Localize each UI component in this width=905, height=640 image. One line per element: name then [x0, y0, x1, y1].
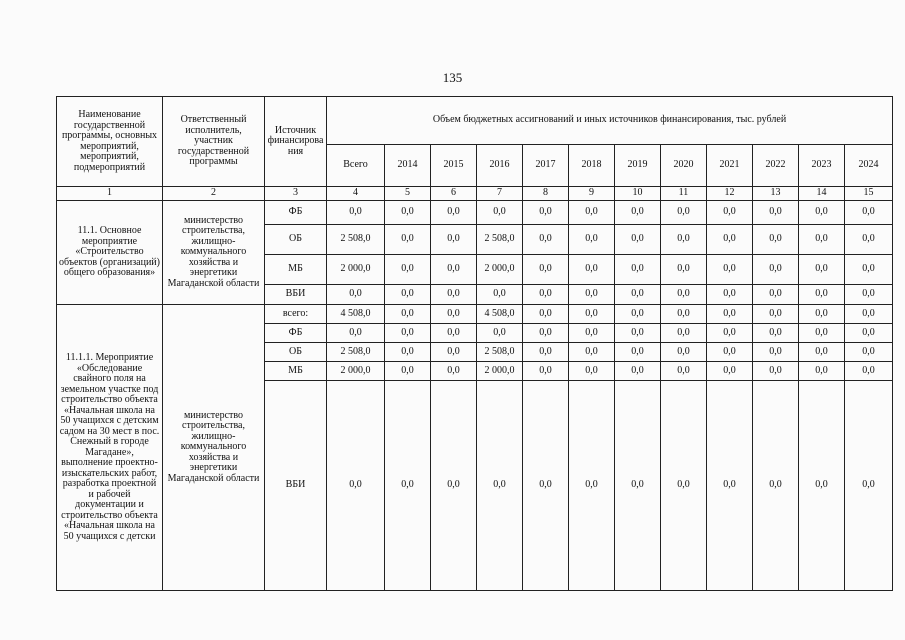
year-value: 0,0 — [431, 255, 477, 285]
budget-table — [56, 96, 893, 591]
year-value: 0,0 — [707, 324, 753, 343]
year-value: 0,0 — [569, 201, 615, 225]
year-value: 0,0 — [431, 201, 477, 225]
year-value: 0,0 — [707, 362, 753, 381]
total-value: 2 000,0 — [327, 362, 385, 381]
header-year: 2016 — [477, 145, 523, 187]
year-value: 0,0 — [707, 201, 753, 225]
column-number: 4 — [327, 187, 385, 201]
column-number: 7 — [477, 187, 523, 201]
year-value: 0,0 — [477, 324, 523, 343]
year-value: 0,0 — [569, 381, 615, 591]
responsible-executor: министерство строительства, жилищно-коммунального хозяйства и энергетики Магаданской области — [163, 305, 265, 591]
table-row — [57, 305, 893, 324]
year-value: 0,0 — [569, 324, 615, 343]
total-value: 0,0 — [327, 285, 385, 305]
year-value: 0,0 — [845, 324, 893, 343]
header-year: 2020 — [661, 145, 707, 187]
year-value: 0,0 — [569, 343, 615, 362]
year-value: 0,0 — [523, 362, 569, 381]
total-value: 2 508,0 — [327, 343, 385, 362]
year-value: 0,0 — [799, 255, 845, 285]
total-value: 0,0 — [327, 381, 385, 591]
year-value: 0,0 — [523, 324, 569, 343]
year-value: 0,0 — [431, 362, 477, 381]
column-number: 1 — [57, 187, 163, 201]
responsible-executor: министерство строительства, жилищно-коммунального хозяйства и энергетики Магаданской области — [163, 201, 265, 305]
year-value: 0,0 — [845, 255, 893, 285]
year-value: 0,0 — [431, 225, 477, 255]
column-number: 5 — [385, 187, 431, 201]
year-value: 0,0 — [615, 285, 661, 305]
year-value: 0,0 — [799, 381, 845, 591]
page-number: 135 — [442, 70, 463, 85]
funding-source: ОБ — [265, 343, 327, 362]
year-value: 0,0 — [661, 255, 707, 285]
year-value: 0,0 — [569, 255, 615, 285]
header-year: 2024 — [845, 145, 893, 187]
year-value: 0,0 — [477, 285, 523, 305]
year-value: 0,0 — [523, 381, 569, 591]
column-number: 13 — [753, 187, 799, 201]
year-value: 0,0 — [385, 305, 431, 324]
year-value: 0,0 — [385, 285, 431, 305]
column-number: 11 — [661, 187, 707, 201]
year-value: 0,0 — [661, 343, 707, 362]
year-value: 0,0 — [799, 343, 845, 362]
total-value: 2 508,0 — [327, 225, 385, 255]
year-value: 0,0 — [477, 381, 523, 591]
year-value: 0,0 — [615, 324, 661, 343]
year-value: 0,0 — [845, 285, 893, 305]
header-responsible-column: Ответственный исполнитель, участник государственной программы — [163, 97, 265, 187]
year-value: 2 508,0 — [477, 225, 523, 255]
header-year: 2014 — [385, 145, 431, 187]
year-value: 0,0 — [523, 343, 569, 362]
year-value: 0,0 — [753, 201, 799, 225]
total-value: 4 508,0 — [327, 305, 385, 324]
year-value: 0,0 — [753, 285, 799, 305]
header-year: 2018 — [569, 145, 615, 187]
column-number: 3 — [265, 187, 327, 201]
year-value: 0,0 — [707, 343, 753, 362]
header-total: Всего — [327, 145, 385, 187]
year-value: 0,0 — [477, 201, 523, 225]
year-value: 0,0 — [385, 324, 431, 343]
column-number: 14 — [799, 187, 845, 201]
year-value: 0,0 — [385, 381, 431, 591]
header-year: 2015 — [431, 145, 477, 187]
year-value: 0,0 — [661, 201, 707, 225]
year-value: 0,0 — [431, 343, 477, 362]
total-value: 2 000,0 — [327, 255, 385, 285]
year-value: 0,0 — [523, 285, 569, 305]
year-value: 0,0 — [753, 362, 799, 381]
total-value: 0,0 — [327, 324, 385, 343]
year-value: 0,0 — [799, 225, 845, 255]
year-value: 2 508,0 — [477, 343, 523, 362]
column-number: 8 — [523, 187, 569, 201]
column-number: 9 — [569, 187, 615, 201]
column-number: 12 — [707, 187, 753, 201]
year-value: 0,0 — [523, 305, 569, 324]
year-value: 0,0 — [799, 324, 845, 343]
year-value: 0,0 — [615, 305, 661, 324]
year-value: 0,0 — [431, 305, 477, 324]
year-value: 0,0 — [385, 201, 431, 225]
header-year: 2019 — [615, 145, 661, 187]
column-number: 10 — [615, 187, 661, 201]
funding-source: ВБИ — [265, 285, 327, 305]
column-number: 6 — [431, 187, 477, 201]
measure-name: 11.1.1. Мероприятие «Обследование свайного поля на земельном участке под строительство объекта «Начальная школа на 50 учащихся с детским садом на 30 мест в пос. Снежный в городе Магадане», выполнение проектно-изыскательских работ, разработка проектной и рабочей документации и строительство объекта «Начальная школа на 50 учащихся с детски — [57, 305, 163, 591]
header-year: 2021 — [707, 145, 753, 187]
header-year: 2022 — [753, 145, 799, 187]
year-value: 0,0 — [615, 201, 661, 225]
header-year: 2023 — [799, 145, 845, 187]
year-value: 0,0 — [845, 225, 893, 255]
year-value: 0,0 — [753, 305, 799, 324]
header-funding-group: Объем бюджетных ассигнований и иных источников финансирования, тыс. рублей — [327, 97, 893, 145]
year-value: 0,0 — [615, 343, 661, 362]
year-value: 0,0 — [799, 201, 845, 225]
year-value: 0,0 — [615, 255, 661, 285]
year-value: 0,0 — [707, 381, 753, 591]
year-value: 0,0 — [569, 305, 615, 324]
year-value: 2 000,0 — [477, 362, 523, 381]
year-value: 0,0 — [753, 343, 799, 362]
header-name-column: Наименование государственной программы, основных мероприятий, мероприятий, подмероприятий — [57, 97, 163, 187]
year-value: 2 000,0 — [477, 255, 523, 285]
funding-source: ФБ — [265, 201, 327, 225]
year-value: 0,0 — [707, 255, 753, 285]
year-value: 0,0 — [661, 381, 707, 591]
column-number: 15 — [845, 187, 893, 201]
year-value: 0,0 — [385, 343, 431, 362]
total-value: 0,0 — [327, 201, 385, 225]
year-value: 0,0 — [845, 343, 893, 362]
year-value: 0,0 — [799, 285, 845, 305]
year-value: 0,0 — [753, 381, 799, 591]
measure-name: 11.1. Основное мероприятие «Строительство объектов (организаций) общего образования» — [57, 201, 163, 305]
year-value: 0,0 — [707, 285, 753, 305]
year-value: 0,0 — [845, 362, 893, 381]
year-value: 0,0 — [661, 285, 707, 305]
year-value: 0,0 — [615, 381, 661, 591]
column-number: 2 — [163, 187, 265, 201]
year-value: 0,0 — [431, 285, 477, 305]
year-value: 0,0 — [753, 324, 799, 343]
year-value: 0,0 — [661, 225, 707, 255]
year-value: 0,0 — [615, 362, 661, 381]
year-value: 0,0 — [569, 225, 615, 255]
year-value: 0,0 — [799, 362, 845, 381]
year-value: 0,0 — [523, 225, 569, 255]
year-value: 0,0 — [385, 255, 431, 285]
funding-source: МБ — [265, 255, 327, 285]
year-value: 0,0 — [661, 362, 707, 381]
year-value: 0,0 — [753, 225, 799, 255]
year-value: 0,0 — [707, 225, 753, 255]
year-value: 0,0 — [385, 362, 431, 381]
year-value: 0,0 — [431, 381, 477, 591]
year-value: 0,0 — [431, 324, 477, 343]
year-value: 0,0 — [615, 225, 661, 255]
year-value: 0,0 — [845, 381, 893, 591]
year-value: 0,0 — [569, 285, 615, 305]
table-row — [57, 201, 893, 225]
year-value: 0,0 — [661, 324, 707, 343]
year-value: 4 508,0 — [477, 305, 523, 324]
year-value: 0,0 — [569, 362, 615, 381]
funding-source: ФБ — [265, 324, 327, 343]
year-value: 0,0 — [523, 255, 569, 285]
funding-source: ВБИ — [265, 381, 327, 591]
year-value: 0,0 — [523, 201, 569, 225]
funding-source: МБ — [265, 362, 327, 381]
year-value: 0,0 — [845, 305, 893, 324]
header-source-column: Источник финансирова ния — [265, 97, 327, 187]
year-value: 0,0 — [799, 305, 845, 324]
year-value: 0,0 — [385, 225, 431, 255]
funding-source: ОБ — [265, 225, 327, 255]
header-year: 2017 — [523, 145, 569, 187]
year-value: 0,0 — [707, 305, 753, 324]
funding-source: всего: — [265, 305, 327, 324]
year-value: 0,0 — [753, 255, 799, 285]
year-value: 0,0 — [661, 305, 707, 324]
year-value: 0,0 — [845, 201, 893, 225]
